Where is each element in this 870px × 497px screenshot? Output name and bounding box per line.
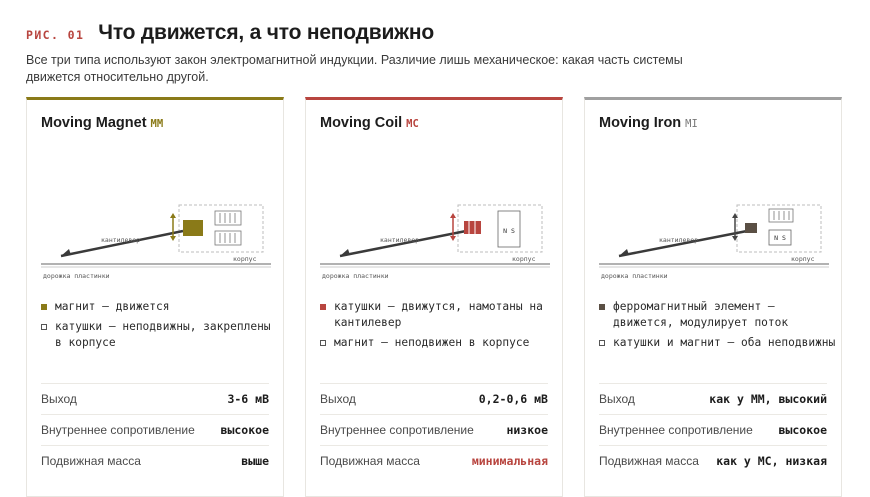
stat-label: Внутреннее сопротивление [41,423,195,437]
motion-arrow-down [170,236,176,241]
magnet-block [183,220,203,236]
figure-tag: РИС. 01 [26,27,85,42]
stat-row [41,445,269,476]
stat-value: выше [241,454,269,468]
cantilever-label: кантилевер [380,236,420,244]
card-code: MC [406,118,419,130]
cantilever-label: кантилевер [101,236,141,244]
legend-text: катушки и магнит — оба неподвижны [613,336,836,349]
card-code: MI [685,118,698,130]
card-title [41,115,163,131]
stat-value: 3-6 мВ [227,392,269,406]
body-label: корпус [791,255,815,263]
stat-value-highlight: минимальная [471,454,548,468]
legend-swatch-empty [41,324,47,330]
stat-value: как у MC, низкая [716,454,827,468]
stat-row [320,414,548,445]
stat-row [599,445,827,476]
card-title [320,115,419,131]
legend-swatch-filled [41,304,47,310]
stat-row [320,383,548,414]
motion-arrow-up [170,213,176,218]
moving-coil-block [464,221,481,234]
card-title-text: Moving Iron [599,115,682,131]
stat-value: 0,2-0,6 мВ [478,392,548,406]
stat-label: Выход [41,392,77,406]
legend-swatch-empty [599,340,605,346]
legend-text: катушки — движутся, намотаны на кантилевер [334,300,543,329]
stat-label: Внутреннее сопротивление [320,423,474,437]
legend-item [41,319,281,351]
stats-table [599,383,827,476]
legend-item [41,299,281,315]
legend-text: магнит — движется [55,300,170,313]
legend-swatch-empty [320,340,326,346]
stylus-tip [619,249,629,256]
legend-item [320,335,560,351]
card-title-text: Moving Coil [320,115,403,131]
stat-value: низкое [506,423,548,437]
magnet-label: N S [503,227,515,235]
stat-row [41,414,269,445]
coil-top [769,209,793,222]
card-title-text: Moving Magnet [41,115,147,131]
stylus-tip [61,249,71,256]
stat-row [599,414,827,445]
stat-value: высокое [778,423,827,437]
stat-label: Внутреннее сопротивление [599,423,753,437]
stylus-tip [340,249,350,256]
body-label: корпус [233,255,257,263]
diagram-moving-iron [595,193,835,293]
figure-description: Все три типа используют закон электромагнитной индукции. Различие лишь механическое: какая часть системы движется относительно другой. [26,53,683,84]
stat-label: Подвижная масса [599,454,699,468]
legend-item [320,299,560,331]
coil-bottom [215,231,241,245]
groove-label: дорожка пластинки [322,272,389,280]
stat-label: Выход [599,392,635,406]
legend [599,299,839,355]
stat-label: Выход [320,392,356,406]
legend [41,299,281,355]
card-moving-coil [305,97,563,497]
legend-text: катушки — неподвижны, закреплены в корпусе [55,320,271,349]
figure-header [26,20,434,46]
groove-label: дорожка пластинки [43,272,110,280]
stat-row [41,383,269,414]
body-label: корпус [512,255,536,263]
card-moving-iron [584,97,842,497]
coil-top [215,211,241,225]
motion-arrow-down [450,236,456,241]
legend-swatch-filled [320,304,326,310]
cantilever-label: кантилевер [659,236,699,244]
stat-value: как у MM, высокий [709,392,827,406]
stat-row [320,445,548,476]
magnet-label: N S [774,234,786,242]
motion-arrow-up [450,213,456,218]
legend-text: магнит — неподвижен в корпусе [334,336,530,349]
legend-text: ферромагнитный элемент — движется, модулирует поток [613,300,789,329]
stats-table [320,383,548,476]
diagram-moving-coil [316,193,556,293]
stat-row [599,383,827,414]
stat-value: высокое [220,423,269,437]
legend-item [599,335,839,351]
stats-table [41,383,269,476]
diagram-moving-magnet [37,193,277,293]
legend-swatch-filled [599,304,605,310]
legend [320,299,560,355]
figure-title: Что движется, а что неподвижно [98,21,434,44]
iron-element [745,223,757,233]
groove-label: дорожка пластинки [601,272,668,280]
card-code: MM [150,118,164,130]
legend-item [599,299,839,331]
card-moving-magnet [26,97,284,497]
stat-label: Подвижная масса [320,454,420,468]
stat-label: Подвижная масса [41,454,141,468]
card-title [599,115,698,131]
